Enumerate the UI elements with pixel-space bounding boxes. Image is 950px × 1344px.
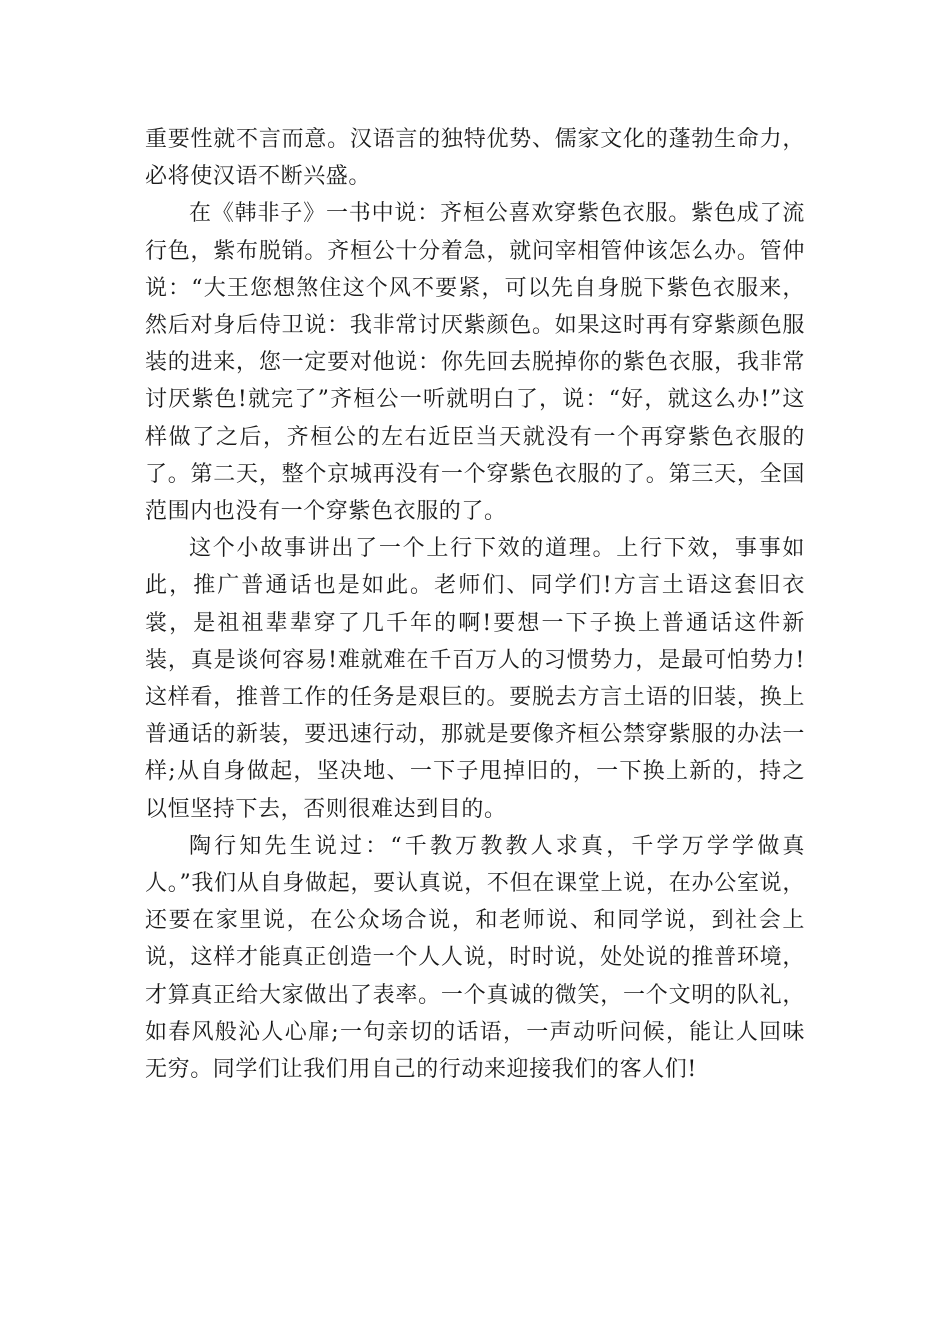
- body-text: [145, 121, 805, 1088]
- paragraph-3: 这个小故事讲出了一个上行下效的道理。上行下效，事事如此，推广普通话也是如此。老师们、同学们!方言土语这套旧衣裳，是祖祖辈辈穿了几千年的啊!要想一下子换上普通话这件新装，真是谈何容易!难就难在千百万人的习惯势力，是最可怕势力!这样看，推普工作的任务是艰巨的。要脱去方言土语的旧装，换上普通话的新装，要迅速行动，那就是要像齐桓公禁穿紫服的办法一样;从自身做起，坚决地、一下子甩掉旧的，一下换上新的，持之以恒坚持下去，否则很难达到目的。: [145, 536, 805, 822]
- paragraph-4: 陶行知先生说过：“千教万教教人求真，千学万学学做真人。”我们从自身做起，要认真说，不但在课堂上说，在办公室说，还要在家里说，在公众场合说，和老师说、和同学说，到社会上说，这样才能真正创造一个人人说，时时说，处处说的推普环境，才算真正给大家做出了表率。一个真诚的微笑，一个文明的队礼，如春风般沁人心扉;一句亲切的话语，一声动听问候，能让人回味无穷。同学们让我们用自己的行动来迎接我们的客人们!: [145, 833, 805, 1083]
- paragraph-2: 在《韩非子》一书中说：齐桓公喜欢穿紫色衣服。紫色成了流行色，紫布脱销。齐桓公十分着急，就问宰相管仲该怎么办。管仲说：“大王您想煞住这个风不要紧，可以先自身脱下紫色衣服来，然后对身后侍卫说：我非常讨厌紫颜色。如果这时再有穿紫颜色服装的进来，您一定要对他说：你先回去脱掉你的紫色衣服，我非常讨厌紫色!就完了”齐桓公一听就明白了，说：“好，就这么办!”这样做了之后，齐桓公的左右近臣当天就没有一个再穿紫色衣服的了。第二天，整个京城再没有一个穿紫色衣服的了。第三天，全国范围内也没有一个穿紫色衣服的了。: [145, 201, 805, 525]
- paragraph-1: 重要性就不言而意。汉语言的独特优势、儒家文化的蓬勃生命力，必将使汉语不断兴盛。: [145, 127, 805, 190]
